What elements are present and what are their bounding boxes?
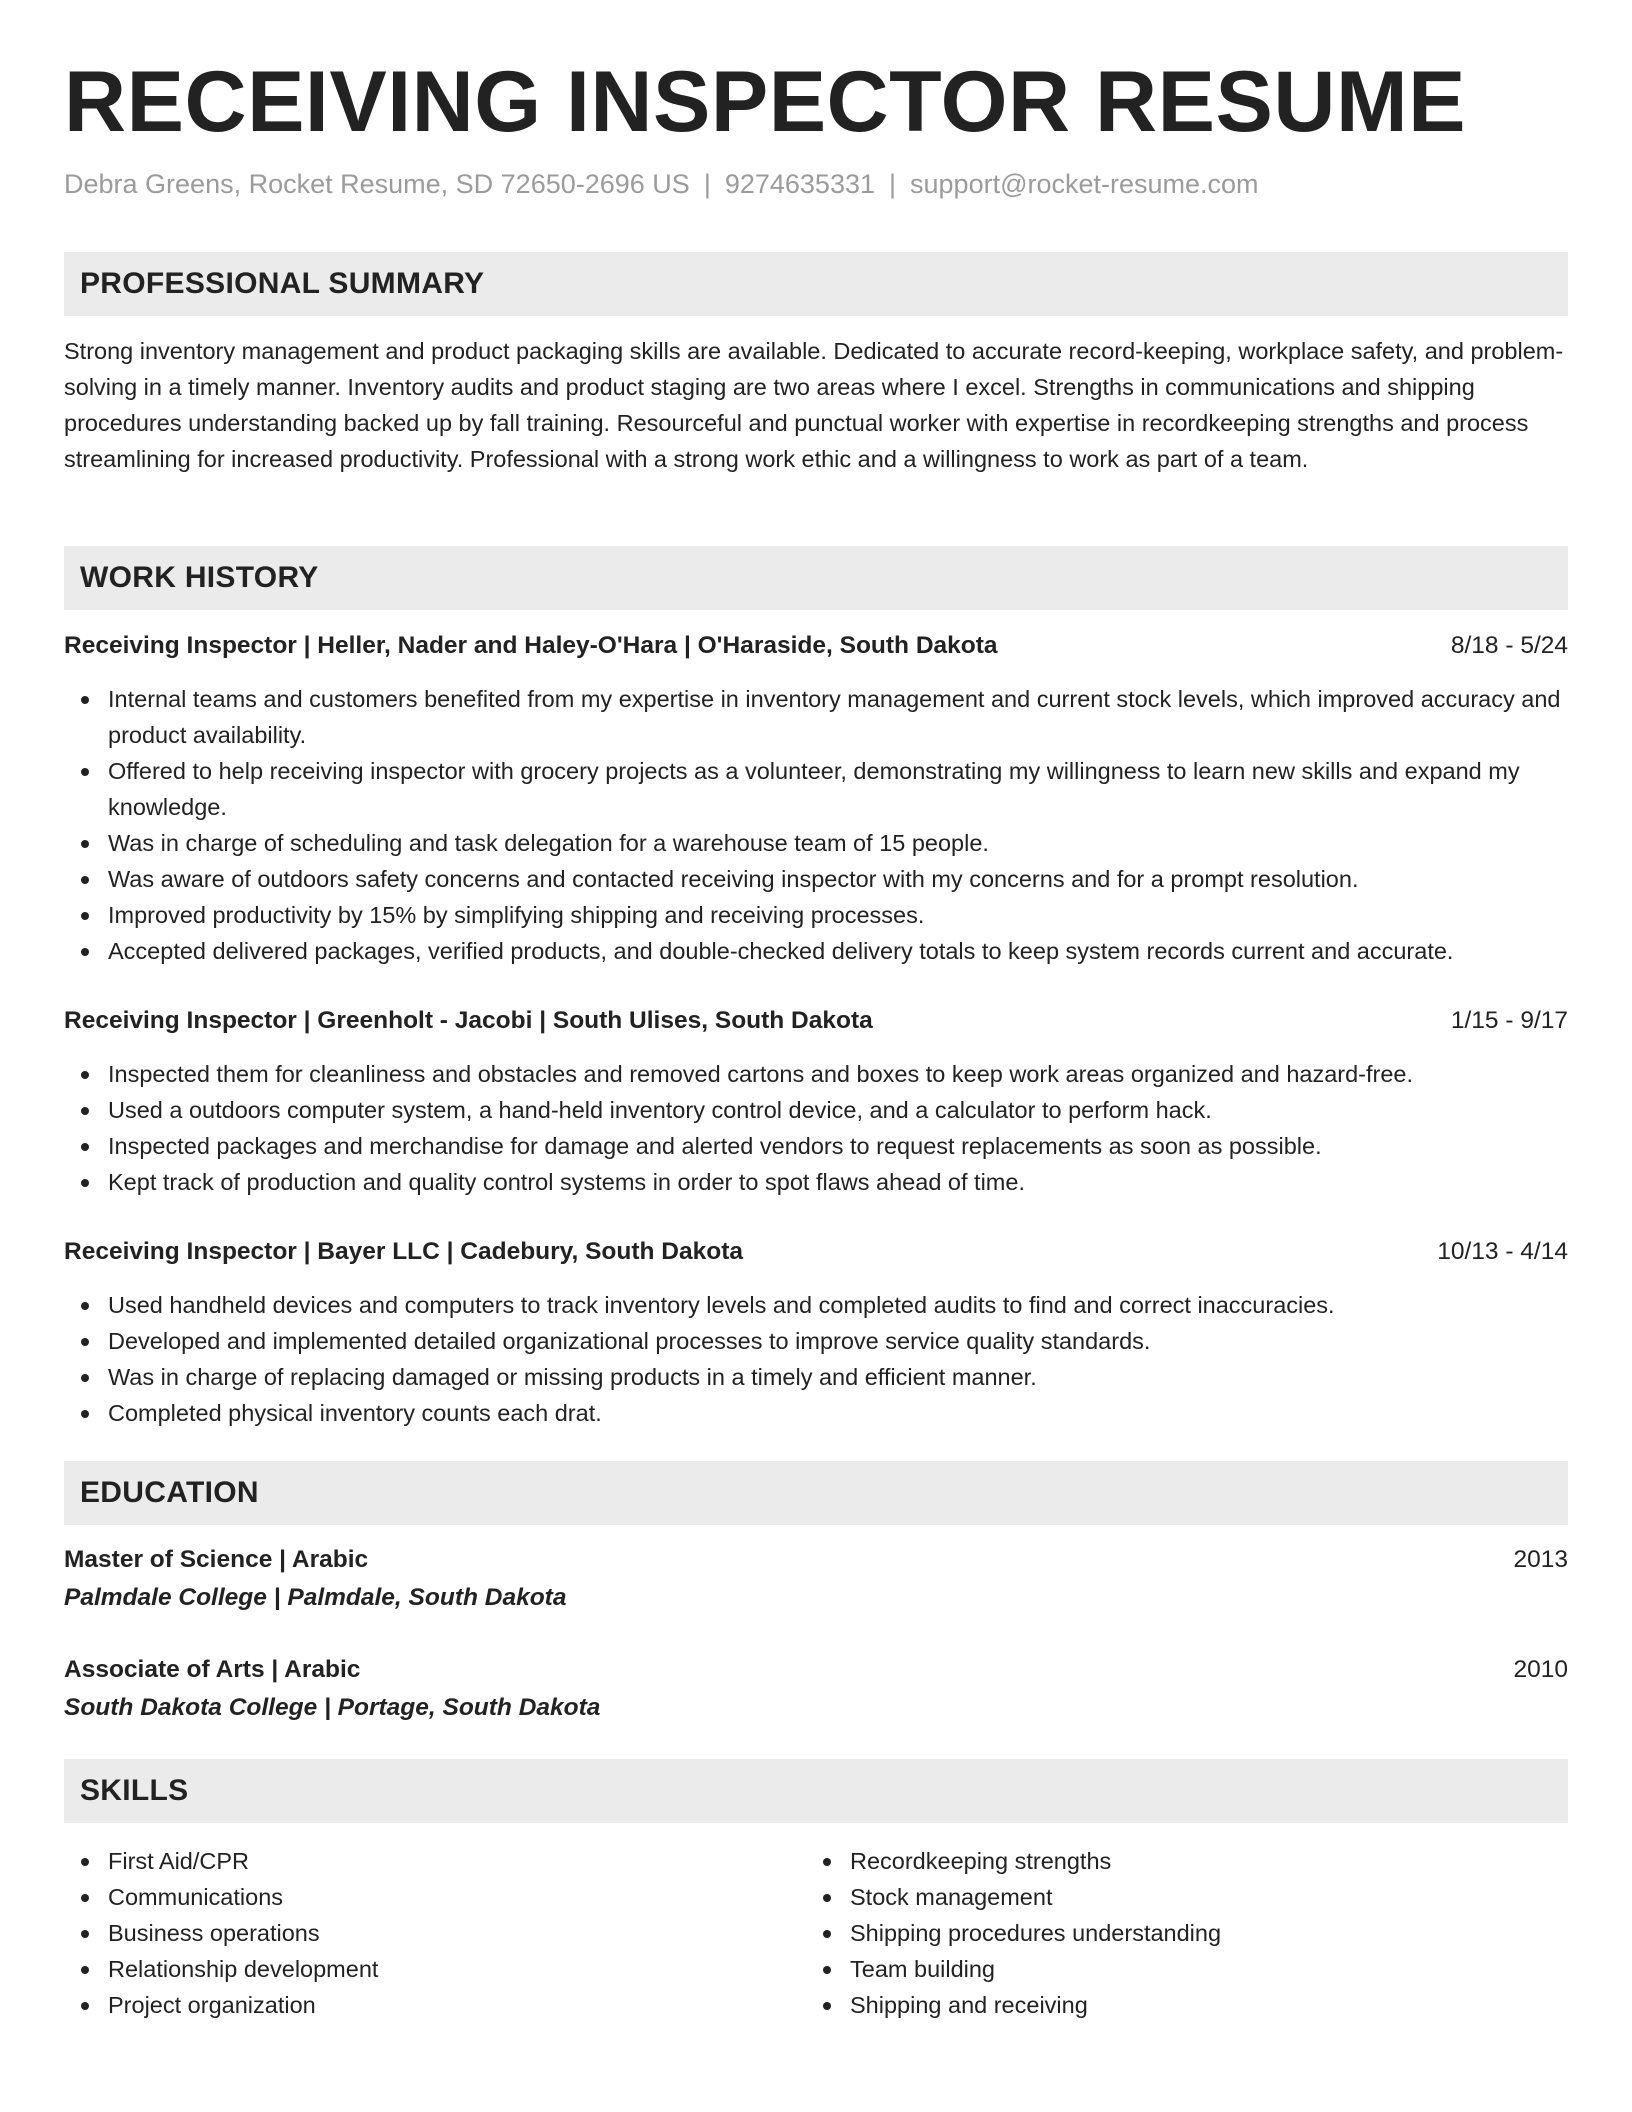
school: South Dakota College | Portage, South Dakota: [64, 1694, 601, 1721]
list-item: Offered to help receiving inspector with grocery projects as a volunteer, demonstrating my willingness to learn new skills and expand my knowledge.: [64, 753, 1568, 825]
skill-item: Stock management: [806, 1879, 1632, 1915]
list-item: Internal teams and customers benefited from my expertise in inventory management and current stock levels, which improved accuracy and product availability.: [64, 681, 1568, 753]
list-item: Inspected them for cleanliness and obstacles and removed cartons and boxes to keep work areas organized and hazard-free.: [64, 1056, 1568, 1092]
skill-item: Recordkeeping strengths: [806, 1843, 1632, 1879]
section-header-summary: [64, 252, 1568, 316]
graduation-year: 2013: [1513, 1546, 1568, 1573]
job-dates: 1/15 - 9/17: [1450, 1007, 1568, 1034]
education-heading: [64, 1542, 1568, 1578]
resume-title: RECEIVING INSPECTOR RESUME: [64, 54, 1466, 150]
job-title: Receiving Inspector | Bayer LLC | Cadebury, South Dakota: [64, 1238, 743, 1265]
job-bullet-list: [64, 681, 1568, 969]
list-item: Was in charge of replacing damaged or missing products in a timely and efficient manner.: [64, 1359, 1568, 1395]
section-title: WORK HISTORY: [80, 561, 319, 594]
section-title: SKILLS: [80, 1774, 189, 1807]
section-header-skills: [64, 1759, 1568, 1823]
job-title: Receiving Inspector | Greenholt - Jacobi | South Ulises, South Dakota: [64, 1007, 873, 1034]
graduation-year: 2010: [1513, 1656, 1568, 1683]
contact-separator: |: [889, 169, 897, 199]
list-item: Used a outdoors computer system, a hand-held inventory control device, and a calculator to perform hack.: [64, 1092, 1568, 1128]
contact-address: Debra Greens, Rocket Resume, SD 72650-2696 US: [64, 169, 690, 199]
contact-phone: 9274635331: [724, 169, 875, 199]
degree: Master of Science | Arabic: [64, 1546, 369, 1573]
job-bullet-list: [64, 1287, 1568, 1431]
summary-text: Strong inventory management and product packaging skills are available. Dedicated to accurate record-keeping, workplace safety, and problem-solving in a timely manner. Inventory audits and product staging are two areas where I excel. Strengths in communications and shipping procedures understanding backed up by fall training. Resourceful and punctual worker with expertise in recordkeeping strengths and process streamlining for increased productivity. Professional with a strong work ethic and a willingness to work as part of a team.: [64, 338, 1564, 472]
job-dates: 10/13 - 4/14: [1437, 1238, 1568, 1265]
education-heading: [64, 1652, 1568, 1688]
list-item: Accepted delivered packages, verified products, and double-checked delivery totals to keep system records current and accurate.: [64, 933, 1568, 969]
list-item: Improved productivity by 15% by simplifying shipping and receiving processes.: [64, 897, 1568, 933]
job-bullet-list: [64, 1056, 1568, 1200]
section-title: EDUCATION: [80, 1476, 259, 1509]
section-header-education: [64, 1461, 1568, 1525]
list-item: Developed and implemented detailed organizational processes to improve service quality standards.: [64, 1323, 1568, 1359]
section-header-work-history: [64, 546, 1568, 610]
section-title: PROFESSIONAL SUMMARY: [80, 267, 485, 300]
job-heading: [64, 628, 1568, 664]
contact-separator: |: [703, 169, 711, 199]
skill-item: Business operations: [64, 1915, 1568, 1951]
list-item: Completed physical inventory counts each drat.: [64, 1395, 1568, 1431]
skill-item: Shipping and receiving: [806, 1987, 1632, 2023]
school: Palmdale College | Palmdale, South Dakota: [64, 1584, 567, 1611]
list-item: Was in charge of scheduling and task delegation for a warehouse team of 15 people.: [64, 825, 1568, 861]
skills-list-right: [806, 1843, 1632, 2023]
skill-item: First Aid/CPR: [64, 1843, 1568, 1879]
degree: Associate of Arts | Arabic: [64, 1656, 361, 1683]
skill-item: Relationship development: [64, 1951, 1568, 1987]
job-dates: 8/18 - 5/24: [1450, 632, 1568, 659]
job-title: Receiving Inspector | Heller, Nader and Haley-O'Hara | O'Haraside, South Dakota: [64, 632, 998, 659]
contact-email: support@rocket-resume.com: [910, 169, 1259, 199]
skill-item: Project organization: [64, 1987, 1568, 2023]
skill-item: Shipping procedures understanding: [806, 1915, 1632, 1951]
list-item: Kept track of production and quality control systems in order to spot flaws ahead of time.: [64, 1164, 1568, 1200]
list-item: Was aware of outdoors safety concerns and contacted receiving inspector with my concerns and for a prompt resolution.: [64, 861, 1568, 897]
contact-line: [64, 166, 1259, 202]
skill-item: Communications: [64, 1879, 1568, 1915]
job-heading: [64, 1003, 1568, 1039]
job-heading: [64, 1234, 1568, 1270]
skill-item: Team building: [806, 1951, 1632, 1987]
list-item: Used handheld devices and computers to track inventory levels and completed audits to find and correct inaccuracies.: [64, 1287, 1568, 1323]
list-item: Inspected packages and merchandise for damage and alerted vendors to request replacements as soon as possible.: [64, 1128, 1568, 1164]
